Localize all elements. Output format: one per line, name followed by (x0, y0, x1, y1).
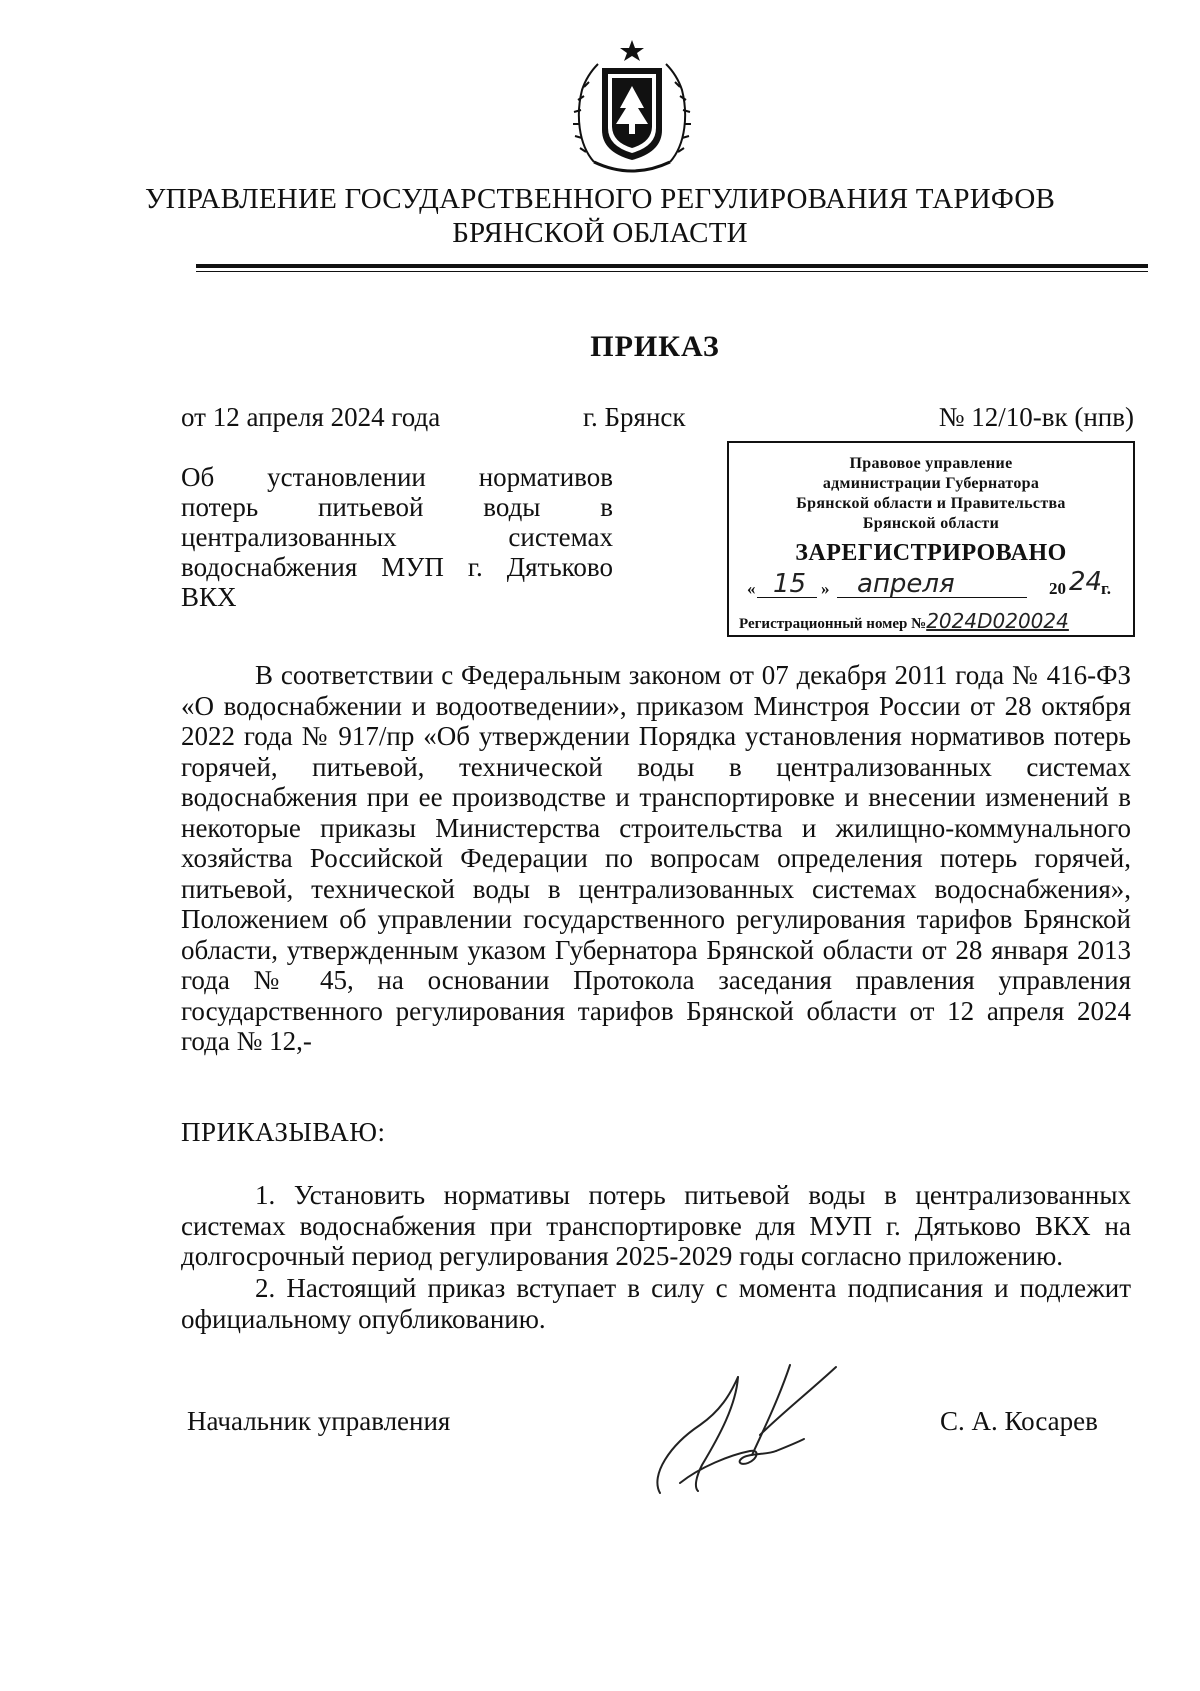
organization-name-line2: БРЯНСКОЙ ОБЛАСТИ (452, 217, 748, 249)
subject-line: водоснабжения МУП г. Дятьково (181, 552, 613, 582)
stamp-month: апреля (857, 569, 955, 599)
registration-stamp (727, 441, 1135, 637)
document-subject (181, 462, 613, 612)
stamp-authority-line: Правовое управление (849, 455, 1013, 472)
stamp-date-line (729, 567, 1133, 601)
coat-of-arms-icon (572, 34, 692, 182)
stamp-day: 15 (773, 569, 807, 599)
stamp-year-suffix: 24 (1069, 567, 1103, 597)
order-item-2: 2. Настоящий приказ вступает в силу с момента подписания и подлежит официальному опубликованию. (181, 1273, 1131, 1334)
order-heading: ПРИКАЗЫВАЮ: (181, 1117, 386, 1147)
subject-line: потерь питьевой воды в (181, 492, 613, 522)
subject-line: Об установлении нормативов (181, 462, 613, 492)
stamp-authority-line: администрации Губернатора (822, 475, 1040, 492)
order-item-1: 1. Установить нормативы потерь питьевой воды в централизованных системах водоснабжения при транспортировке для МУП г. Дятьково ВКХ на долгосрочный период регулирования 2025-2029 годы согласно приложению. (181, 1180, 1131, 1271)
subject-line: ВКХ (181, 582, 237, 612)
organization-name-line1: УПРАВЛЕНИЕ ГОСУДАРСТВЕННОГО РЕГУЛИРОВАНИЯ ТАРИФОВ (144, 183, 1056, 215)
document-number: № 12/10-вк (нпв) (938, 402, 1134, 432)
stamp-authority-line: Брянской области (862, 515, 1000, 532)
header-divider-thin (196, 271, 1148, 272)
preamble-paragraph: В соответствии с Федеральным законом от 07 декабря 2011 года № 416-ФЗ «О водоснабжении и водоотведении», приказом Минстроя России от 28 октября 2022 года № 917/пр «Об утверждении Порядка установления нормативов потерь горячей, питьевой, технической воды в централизованных системах водоснабжения при ее производстве и транспортировке и внесении изменений в некоторые приказы Министерства строительства и жилищно-коммунального хозяйства Российской Федерации по вопросам определения потерь горячей, питьевой, технической воды в централизованных системах водоснабжения», Положением об управлении государственного регулирования тарифов Брянской области, утвержденным указом Губернатора Брянской области от 28 января 2013 года № 45, на основании Протокола заседания правления управления государственного регулирования тарифов Брянской области от 12 апреля 2024 года № 12,- (181, 660, 1131, 1056)
stamp-registration-number: 2024D020024 (926, 609, 1069, 633)
signatory-name: С. А. Косарев (940, 1406, 1098, 1436)
stamp-authority-line: Брянской области и Правительства (796, 495, 1066, 512)
document-type-title: ПРИКАЗ (590, 330, 720, 363)
stamp-registered-label: ЗАРЕГИСТРИРОВАНО (795, 540, 1067, 566)
handwritten-signature-icon (640, 1355, 870, 1505)
stamp-registration-number-line (739, 609, 1069, 633)
document-city: г. Брянск (583, 402, 686, 432)
document-date: от 12 апреля 2024 года (181, 402, 441, 432)
stamp-year-unit: г. (1101, 579, 1112, 598)
stamp-close-quote: » (821, 579, 830, 598)
signatory-position: Начальник управления (187, 1406, 451, 1436)
subject-line: централизованных системах (181, 522, 613, 552)
stamp-open-quote: « (747, 579, 756, 598)
stamp-year-prefix: 20 (1049, 579, 1066, 598)
stamp-registration-label: Регистрационный номер № (739, 616, 927, 632)
header-divider-thick (196, 264, 1148, 268)
